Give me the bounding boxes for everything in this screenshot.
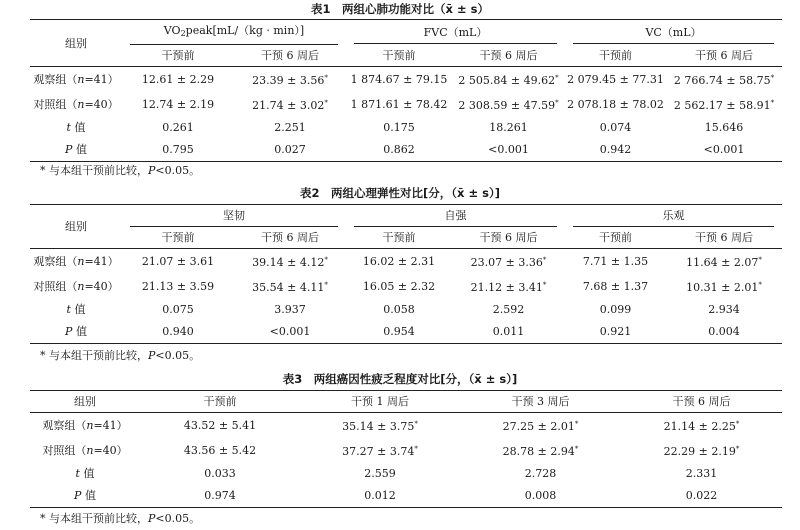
table-row <box>30 249 782 275</box>
table2-subheader: 干预 6 周后 <box>234 227 346 249</box>
table-row <box>30 438 782 463</box>
table2-footnote: * 与本组干预前比较，P<0.05。 <box>40 349 201 362</box>
table-cell: 0.027 <box>234 139 346 162</box>
table2-caption: 表2 两组心理弹性对比[分，（x̄ ± s）] <box>300 186 500 200</box>
row-label: P 值 <box>30 321 122 344</box>
table1-subheader: 干预 6 周后 <box>234 45 346 67</box>
table2-colgroup-ziqiang: 自强 <box>354 205 557 227</box>
table-cell: 7.68 ± 1.37 <box>582 279 649 293</box>
table1 <box>30 19 782 162</box>
table-cell: 2.592 <box>492 303 525 316</box>
table3 <box>30 390 782 508</box>
row-label: 对照组（n=40） <box>33 97 119 111</box>
table-row <box>30 274 782 299</box>
row-label: 观察组（n=41） <box>33 254 119 268</box>
table-cell: <0.001 <box>666 139 782 162</box>
table-cell: 37.27 ± 3.74* <box>342 445 418 458</box>
table-cell: 12.74 ± 2.19 <box>141 97 215 111</box>
table-cell: 0.008 <box>460 485 621 508</box>
table-cell: 0.012 <box>300 485 460 508</box>
table-row <box>30 463 782 485</box>
table-row <box>30 117 782 139</box>
table-cell: 16.02 ± 2.31 <box>362 254 436 268</box>
table-cell: 35.14 ± 3.75* <box>342 420 418 433</box>
table2-subheader: 干预前 <box>565 227 666 249</box>
table-row <box>30 67 782 93</box>
table-cell: 2 079.45 ± 77.31 <box>567 72 664 86</box>
row-label: t 值 <box>75 467 95 480</box>
table3-header: 干预 3 周后 <box>460 391 621 413</box>
table-cell: 2.559 <box>364 467 396 480</box>
table2-subheader: 干预 6 周后 <box>452 227 565 249</box>
table-cell: 7.71 ± 1.35 <box>582 254 649 268</box>
table-cell: 2.251 <box>274 121 306 134</box>
table1-footnote: * 与本组干预前比较，P<0.05。 <box>40 164 201 177</box>
table-cell: 0.099 <box>599 303 632 316</box>
table-cell: 21.13 ± 3.59 <box>141 279 215 293</box>
row-label: 观察组（n=41） <box>42 418 128 432</box>
table-cell: 12.61 ± 2.29 <box>141 72 215 86</box>
table-row <box>30 321 782 344</box>
row-label: t 值 <box>66 121 86 134</box>
table-cell: 21.14 ± 2.25* <box>663 420 740 433</box>
table-cell: 2 505.84 ± 49.62* <box>458 74 559 87</box>
row-label: 对照组（n=40） <box>42 443 128 457</box>
table-cell: 2.331 <box>685 467 718 480</box>
table3-header: 干预 6 周后 <box>621 391 782 413</box>
table-cell: 0.942 <box>565 139 666 162</box>
table-cell: <0.001 <box>234 321 346 344</box>
table1-group-header: 组别 <box>30 20 122 67</box>
table-cell: 11.64 ± 2.07* <box>686 256 762 269</box>
table2-subheader: 干预前 <box>122 227 234 249</box>
table-cell: 1 871.61 ± 78.42 <box>350 97 448 111</box>
table-cell: 27.25 ± 2.01* <box>502 420 579 433</box>
table2-group-header: 组别 <box>30 205 122 249</box>
table-cell: 0.004 <box>666 321 782 344</box>
table-cell: 0.940 <box>122 321 234 344</box>
table1-subheader: 干预前 <box>346 45 452 67</box>
table3-header: 干预前 <box>140 391 300 413</box>
table-cell: 2 078.18 ± 78.02 <box>567 97 664 111</box>
table2-body <box>30 249 782 344</box>
row-label: P 值 <box>30 485 140 508</box>
table1-subheader: 干预 6 周后 <box>452 45 565 67</box>
table1-body <box>30 67 782 162</box>
table-cell: 23.07 ± 3.36* <box>470 256 547 269</box>
table-cell: 43.52 ± 5.41 <box>183 418 257 432</box>
table3-header: 组别 <box>30 391 140 413</box>
table-cell: 23.39 ± 3.56* <box>252 74 328 87</box>
table-cell: 0.074 <box>599 121 632 134</box>
table-cell: 22.29 ± 2.19* <box>663 445 740 458</box>
table2-subheader: 干预 6 周后 <box>666 227 782 249</box>
row-label: P 值 <box>30 139 122 162</box>
table-cell: <0.001 <box>452 139 565 162</box>
table-cell: 35.54 ± 4.11* <box>252 281 328 294</box>
table-row <box>30 139 782 162</box>
table-cell: 0.022 <box>621 485 782 508</box>
table1-colgroup-vc: VC（mL） <box>573 22 774 44</box>
table-cell: 0.795 <box>122 139 234 162</box>
row-label: t 值 <box>66 303 86 316</box>
table2-colgroup-leguan: 乐观 <box>573 205 774 227</box>
table-cell: 16.05 ± 2.32 <box>362 279 436 293</box>
table3-header: 干预 1 周后 <box>300 391 460 413</box>
table-cell: 21.07 ± 3.61 <box>141 254 215 268</box>
table-cell: 18.261 <box>489 121 528 134</box>
table2 <box>30 204 782 344</box>
table-cell: 0.261 <box>162 121 194 134</box>
row-label: 观察组（n=41） <box>33 72 119 86</box>
table-cell: 0.862 <box>346 139 452 162</box>
table-row <box>30 413 782 439</box>
table1-colgroup-fvc: FVC（mL） <box>354 22 557 44</box>
table2-subheader: 干预前 <box>346 227 452 249</box>
table-cell: 1 874.67 ± 79.15 <box>350 72 448 86</box>
table2-colgroup-jianren: 坚韧 <box>130 205 338 227</box>
table-cell: 2.728 <box>524 467 557 480</box>
table-cell: 21.74 ± 3.02* <box>252 99 328 112</box>
table-cell: 0.921 <box>565 321 666 344</box>
table-cell: 0.954 <box>346 321 452 344</box>
table-cell: 0.033 <box>204 467 236 480</box>
table-cell: 2 562.17 ± 58.91* <box>673 99 775 112</box>
table-cell: 2 766.74 ± 58.75* <box>673 74 775 87</box>
table3-footnote: * 与本组干预前比较，P<0.05。 <box>40 512 201 525</box>
table1-subheader: 干预前 <box>122 45 234 67</box>
table-cell: 28.78 ± 2.94* <box>502 445 579 458</box>
table1-subheader: 干预前 <box>565 45 666 67</box>
table-row <box>30 299 782 321</box>
table1-subheader: 干预 6 周后 <box>666 45 782 67</box>
table3-caption: 表3 两组癌因性疲乏程度对比[分，（x̄ ± s）] <box>282 372 518 386</box>
table1-caption: 表1 两组心肺功能对比（x̄ ± s） <box>311 2 489 16</box>
table-cell: 15.646 <box>704 121 744 134</box>
table-cell: 0.075 <box>162 303 194 316</box>
table-cell: 0.175 <box>383 121 415 134</box>
table-cell: 21.12 ± 3.41* <box>470 281 547 294</box>
table-cell: 0.974 <box>140 485 300 508</box>
table-cell: 43.56 ± 5.42 <box>183 443 257 457</box>
table-cell: 3.937 <box>274 303 306 316</box>
table-row <box>30 485 782 508</box>
table-cell: 2 308.59 ± 47.59* <box>458 99 559 112</box>
table-cell: 2.934 <box>708 303 740 316</box>
table-cell: 0.011 <box>452 321 565 344</box>
table-row <box>30 92 782 117</box>
table-cell: 39.14 ± 4.12* <box>252 256 328 269</box>
table-cell: 10.31 ± 2.01* <box>686 281 762 294</box>
table-cell: 0.058 <box>383 303 415 316</box>
table1-colgroup-vo2peak: $VO_2peak[mL/(kg \cdot \min)]$ <box>130 20 338 45</box>
table3-body <box>30 413 782 508</box>
row-label: 对照组（n=40） <box>33 279 119 293</box>
